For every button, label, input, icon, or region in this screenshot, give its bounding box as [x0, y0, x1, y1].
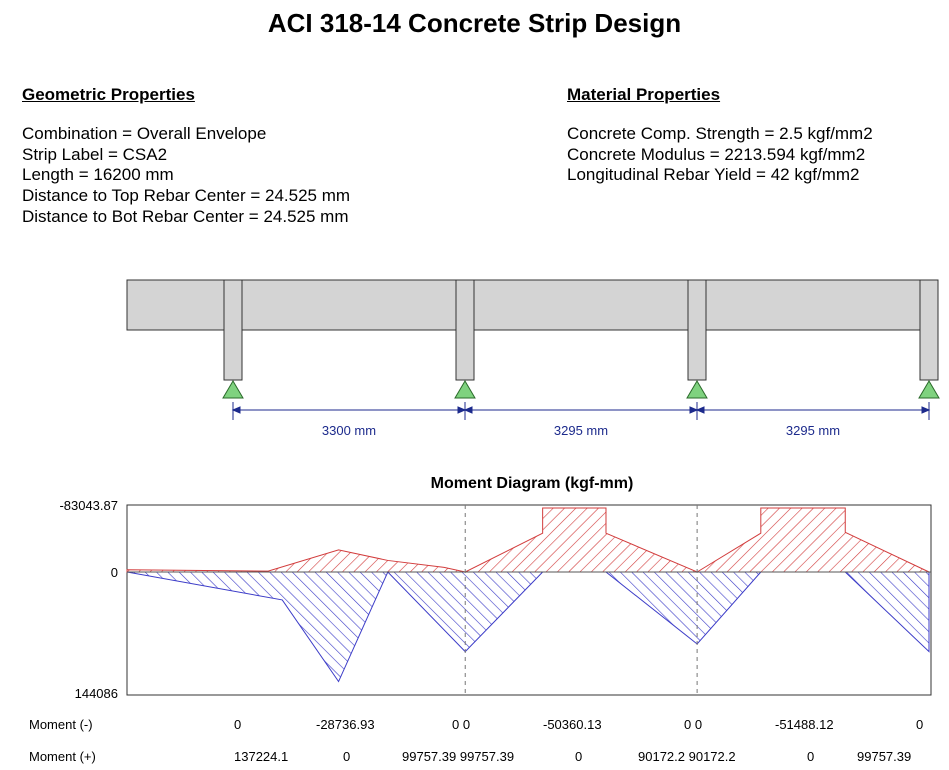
y-axis-bottom-label: 144086 — [74, 686, 118, 701]
dimension-line — [233, 402, 929, 420]
material-property: Concrete Comp. Strength = 2.5 kgf/mm2 — [567, 124, 873, 145]
column-4 — [919, 280, 939, 398]
support-triangle-icon — [687, 381, 707, 398]
moment-positive-value: 0 — [343, 749, 351, 764]
moment-positive-value: 90172.2 90172.2 — [638, 749, 736, 764]
span-dimension-label: 3295 mm — [553, 423, 609, 438]
support-triangle-icon — [223, 381, 243, 398]
moment-positive-value: 137224.1 — [234, 749, 289, 764]
material-properties-heading: Material Properties — [567, 85, 721, 104]
geometric-property: Combination = Overall Envelope — [22, 124, 350, 145]
moment-positive-value: 99757.39 99757.39 — [402, 749, 515, 764]
y-axis-top-label: -83043.87 — [59, 498, 118, 513]
geometric-property: Strip Label = CSA2 — [22, 145, 350, 166]
moment-positive-value: 0 — [807, 749, 815, 764]
moment-positive-value: 99757.39 — [857, 749, 912, 764]
strip-slab — [127, 280, 931, 330]
moment-negative-value: -28736.93 — [316, 717, 375, 732]
geometric-property: Length = 16200 mm — [22, 165, 350, 186]
moment-negative-row-label: Moment (-) — [29, 717, 93, 732]
y-axis-zero-label: 0 — [110, 565, 118, 580]
material-property: Longitudinal Rebar Yield = 42 kgf/mm2 — [567, 165, 873, 186]
column-3 — [687, 280, 707, 398]
support-triangle-icon — [455, 381, 475, 398]
span-dimension-label: 3295 mm — [785, 423, 841, 438]
material-property: Concrete Modulus = 2213.594 kgf/mm2 — [567, 145, 873, 166]
moment-negative-value: 0 0 — [684, 717, 703, 732]
support-triangle-icon — [919, 381, 939, 398]
moment-negative-value: -51488.12 — [775, 717, 834, 732]
moment-negative-value: 0 — [916, 717, 924, 732]
moment-positive-value: 0 — [575, 749, 583, 764]
page-title: ACI 318-14 Concrete Strip Design — [267, 8, 682, 38]
moment-negative-value: 0 0 — [452, 717, 471, 732]
geometric-property: Distance to Top Rebar Center = 24.525 mm — [22, 186, 350, 207]
column-1 — [223, 280, 243, 398]
geometric-property: Distance to Bot Rebar Center = 24.525 mm — [22, 207, 350, 228]
moment-negative-value: -50360.13 — [543, 717, 602, 732]
moment-diagram-title: Moment Diagram (kgf-mm) — [430, 475, 634, 492]
moment-positive-row-label: Moment (+) — [29, 749, 96, 764]
span-dimension-label: 3300 mm — [321, 423, 377, 438]
moment-negative-value: 0 — [234, 717, 242, 732]
geometric-properties-heading: Geometric Properties — [22, 85, 195, 104]
column-2 — [455, 280, 475, 398]
